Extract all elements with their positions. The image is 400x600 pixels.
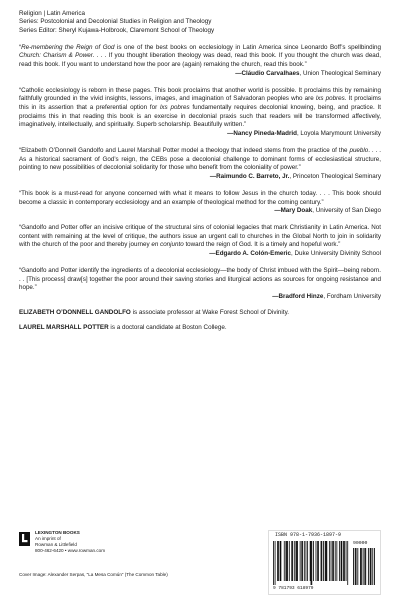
barcode-bar [278,541,279,581]
blurb-segment: “ [19,43,22,51]
blurb-segment: “Catholic ecclesiology is reborn in these pages. This book proclaims that another world is possible. It proclaims this by remaining faithfully grounded in the vivid insights, lessons, images, and imagination of Salvadoran peoples who are [19,86,381,103]
barcode-bar [304,541,305,581]
barcode-bar [339,541,340,581]
blurb-text [19,190,381,206]
attribution-name: —Cláudio Carvalhaes [235,69,300,77]
barcode-bar [363,548,364,585]
barcode-bar [284,541,285,581]
barcode-bar [344,541,345,581]
blurb [19,267,381,301]
attribution-name: —Nancy Pineda-Madrid [227,129,297,137]
blurb [19,224,381,258]
blurb-segment: toward the reign of God. It is a timely and hopeful work.” [183,241,341,249]
price-code: 90000 [353,541,368,546]
barcode-bar [356,548,357,585]
barcode-bar [321,541,322,581]
blurb-segment: is one of the best books on ecclesiology in Latin America since Leonardo Boff’s spellbinding [114,43,382,51]
isbn-text: ISBN 978-1-7936-1897-9 [275,532,342,538]
attribution-name: —Bradford Hinze [272,293,324,301]
barcode-bar [341,541,342,581]
barcode-bar [296,541,297,581]
publisher-parent: Rowman & Littlefield [35,542,77,547]
barcode-bar [311,541,312,585]
blurb-segment: . . . . As a historical sacrament of God’s reign, the CEBs pose a decolonial challenge to dominant forms of ecclesiastical structure, pointing to new possibilities of decolonial solidarity for those who benefit from the coloniality of power.” [19,146,381,172]
blurb-attribution [19,207,381,216]
blurb-attribution [19,250,381,259]
barcode-bar [360,548,361,585]
blurb-attribution [19,130,381,139]
barcode-bar [323,541,324,581]
attribution-affiliation: , Duke University Divinity School [291,250,381,258]
barcode-bar [316,541,317,581]
series-editor-line: Series Editor: Sheryl Kujawa-Holbrook, Claremont School of Theology [19,26,215,34]
publisher-imprint: An imprint of [35,536,61,541]
italic-title: lxs pobres [160,103,190,111]
author-bio [19,309,381,318]
barcode-bar [353,548,354,585]
barcode-bar [291,541,292,581]
author-name: LAUREL MARSHALL POTTER [19,324,109,332]
price-barcode-icon [353,548,375,585]
attribution-name: —Edgardo A. Colón-Emeric [209,250,292,258]
barcode-bar [370,548,371,585]
barcode-bar [371,548,372,585]
blurbs [19,44,381,302]
author-name: ELIZABETH O’DONNELL GANDOLFO [19,308,131,316]
barcode-bar [364,548,365,585]
barcode-bar [368,548,369,585]
barcode-bar [292,541,293,581]
barcode-bar [372,548,373,585]
barcode-bar [280,541,281,581]
barcode-bar [333,541,334,581]
barcode-bar [341,541,342,581]
barcode-bar [317,541,318,581]
barcode-bar [321,541,322,581]
author-bio-text: is a doctoral candidate at Boston College. [108,324,227,332]
barcode-bar [287,541,288,581]
blurb-text [19,147,381,171]
barcode-bar [277,541,278,581]
barcode-bar [297,541,298,581]
barcode-digits: 9 781793 618979 [273,586,314,591]
barcode-bar [296,541,297,581]
blurb-segment: . . . . If you thought liberation theology was dead, read this book. If you thought the church was dead, read this book. If you want to understand how the poor are (again) remaking the church, read this book.” [19,52,381,68]
barcode-bar [300,541,301,581]
barcode-bar [286,541,287,581]
blurb-segment: . It proclaims this in its assertion that a preferential option for [19,95,381,111]
barcode-bar [335,541,336,581]
blurb-segment: fundamentally requires decolonial knowing, being, and practice. It proclaims this in that reading this book is an exercise in decolonial praxis such that readers will be transformed affectively, imaginatively, intellectually, and spiritually. Superb scholarship. Beautifully written.” [19,103,381,129]
blurb-segment: “This book is a must-read for anyone concerned with what it means to follow Jesus in the church today. . . . This book should become a classic in contemporary ecclesiology and an example of theological method for the coming century.” [19,189,381,206]
italic-title: lxs pobres [315,95,345,103]
barcode-bar [311,541,312,585]
blurb-segment: “Gandolfo and Potter identify the ingredients of a decolonial ecclesiology—the body of Christ imbued with the Spirit—being reborn. . . [This process] draw[s] together the poor around their saving stories and liturgical actions as sources for ongoing resistance and hope.” [19,267,381,292]
publisher-name: LEXINGTON BOOKS [35,530,80,535]
blurb-attribution [19,173,381,182]
italic-title: en conjunto [151,241,184,249]
ean-barcode-icon [273,541,349,585]
barcode-bar [275,541,276,585]
barcode-bar [329,541,330,581]
attribution-affiliation: , Union Theological Seminary [299,69,381,77]
barcode-bar [281,541,282,581]
barcode-bar [355,548,356,585]
italic-title: pueblo [349,146,369,154]
barcode-bar [374,548,375,585]
attribution-name: —Raimundo C. Barreto, Jr. [209,172,290,180]
blurb [19,44,381,78]
blurb-attribution [19,70,381,79]
author-bios [19,309,381,333]
footer [19,530,381,594]
barcode-bar [347,541,348,585]
barcode-bar [289,541,290,581]
blurb-attribution [19,293,381,302]
barcode-bar [301,541,302,581]
author-bio-text: is associate professor at Wake Forest School of Divinity. [130,308,290,316]
lexington-logo-icon [19,532,30,546]
barcode-bar [332,541,333,581]
barcode-bar [365,548,366,585]
barcode-bar [273,541,274,585]
attribution-affiliation: , Loyola Marymount University [296,129,381,137]
barcode-bar [326,541,327,581]
cover-credit: Cover Image: Alexander Serpas, “La Mesa Común” (The Common Table) [19,572,168,577]
barcode-bar [294,541,295,581]
blurb-segment: “Gandolfo and Potter offer an incisive critique of the structural sins of colonial legacies that mark Christianity in Latin America. Not content with remaining at the level of critique, the authors issue an urgent call to churches in the Global North to join in solidarity with the church of the poor and thereby journey [19,224,381,249]
publisher-info [35,530,105,554]
barcode-bar [361,548,362,585]
blurb-text [19,267,381,291]
attribution-affiliation: , Fordham University [323,293,381,301]
barcode-bar [357,548,358,585]
publisher-contact: 800-462-6420 • www.rowman.com [35,548,106,553]
category-label: Religion | Latin America [19,10,86,17]
barcode-bar [318,541,319,581]
blurb-segment: “Elizabeth O’Donnell Gandolfo and Laurel Marshall Potter model a theology that indeed stems from the practice of the [19,146,350,154]
attribution-affiliation: , Princeton Theological Seminary [289,172,381,180]
italic-title: Re-membering the Reign of God [21,43,115,51]
blurb [19,190,381,216]
attribution-name: —Mary Doak [274,207,313,215]
italic-title: Church: Charism & Power [19,52,93,60]
blurb-text [19,44,381,68]
header-block [19,10,381,35]
author-bio [19,324,381,333]
attribution-affiliation: , University of San Diego [312,207,381,215]
barcode-bar [307,541,308,581]
blurb-text [19,224,381,248]
blurb-text [19,87,381,128]
barcode-bar [286,541,287,581]
barcode-bar [336,541,337,581]
barcode-bar [326,541,327,581]
barcode-bar [346,541,347,581]
barcode-bar [310,541,311,581]
barcode-bar [331,541,332,581]
barcode-bar [343,541,344,581]
barcode-bar [325,541,326,581]
barcode-bar [306,541,307,581]
barcode-bar [302,541,303,581]
barcode-box [268,530,381,595]
blurb [19,87,381,139]
barcode-bar [313,541,314,581]
series-line: Series: Postcolonial and Decolonial Studies in Religion and Theology [19,18,212,26]
blurb [19,147,381,181]
